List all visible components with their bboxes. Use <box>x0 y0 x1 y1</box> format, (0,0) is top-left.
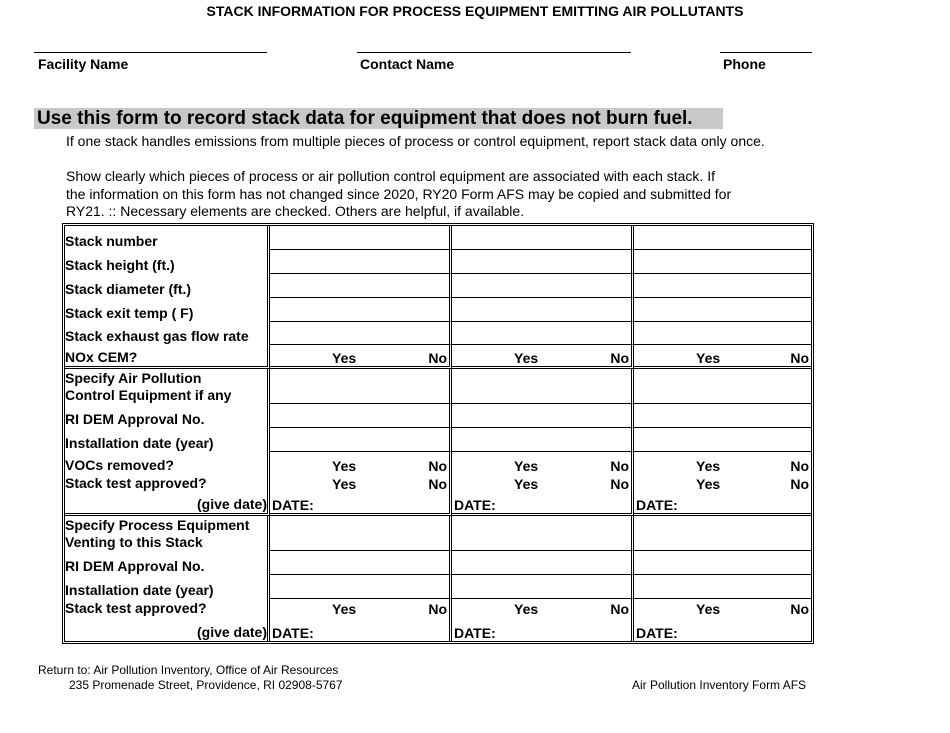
stack-diameter-cell-1[interactable] <box>270 274 452 298</box>
row-label-ri-dem-approval-2: RI DEM Approval No. <box>65 551 270 575</box>
give-date-2-cell-2[interactable] <box>452 617 634 641</box>
row-label-installation-date-2: Installation date (year) <box>65 575 270 599</box>
date-label: DATE: <box>454 497 496 513</box>
table-row <box>65 369 811 404</box>
no-option[interactable]: No <box>790 350 809 366</box>
apc-label-line-1: Specify Air Pollution <box>65 370 202 386</box>
stack-test-2-cell-2 <box>452 599 634 617</box>
table-row <box>65 617 811 641</box>
ri-dem-2-cell-3[interactable] <box>634 551 811 575</box>
apc-cell-1[interactable] <box>270 369 452 404</box>
no-option[interactable]: No <box>790 458 809 474</box>
yes-option[interactable]: Yes <box>332 476 357 492</box>
table-row <box>65 452 811 474</box>
stack-number-cell-1[interactable] <box>270 226 452 250</box>
stack-height-cell-2[interactable] <box>452 250 634 274</box>
row-label-apc-equipment <box>65 369 270 404</box>
no-option[interactable]: No <box>610 601 629 617</box>
table-row <box>65 492 811 516</box>
give-date-2-cell-3[interactable] <box>634 617 811 641</box>
yes-option[interactable]: Yes <box>332 350 357 366</box>
note-single-stack: If one stack handles emissions from multiple pieces of process or control equipment, report stack data only once. <box>66 133 765 149</box>
stack-diameter-cell-3[interactable] <box>634 274 811 298</box>
stack-flow-cell-2[interactable] <box>452 322 634 345</box>
table-row <box>65 322 811 345</box>
row-label-process-equipment <box>65 516 270 551</box>
row-label-stack-number: Stack number <box>65 226 270 250</box>
vocs-cell-2 <box>452 452 634 474</box>
yes-option[interactable]: Yes <box>514 601 539 617</box>
nox-cem-cell-2 <box>452 345 634 369</box>
vocs-cell-1 <box>270 452 452 474</box>
nox-cem-cell-3 <box>634 345 811 369</box>
give-date-1-cell-1[interactable] <box>270 492 452 516</box>
install-1-cell-1[interactable] <box>270 428 452 452</box>
date-label: DATE: <box>636 625 678 641</box>
table-row <box>65 599 811 617</box>
phone-label: Phone <box>723 56 766 72</box>
yes-option[interactable]: Yes <box>696 458 721 474</box>
no-option[interactable]: No <box>428 601 447 617</box>
process-cell-2[interactable] <box>452 516 634 551</box>
ri-dem-1-cell-1[interactable] <box>270 404 452 428</box>
yes-option[interactable]: Yes <box>332 601 357 617</box>
give-date-1-cell-2[interactable] <box>452 492 634 516</box>
stack-data-table <box>62 223 814 644</box>
row-label-nox-cem: NOx CEM? <box>65 345 270 369</box>
table-row <box>65 551 811 575</box>
facility-name-line[interactable] <box>34 52 267 53</box>
no-option[interactable]: No <box>610 458 629 474</box>
stack-exit-temp-cell-1[interactable] <box>270 298 452 322</box>
yes-option[interactable]: Yes <box>514 458 539 474</box>
install-2-cell-2[interactable] <box>452 575 634 599</box>
table-row <box>65 345 811 369</box>
yes-option[interactable]: Yes <box>696 350 721 366</box>
install-2-cell-3[interactable] <box>634 575 811 599</box>
vocs-cell-3 <box>634 452 811 474</box>
no-option[interactable]: No <box>428 476 447 492</box>
row-label-give-date-2: (give date) <box>65 617 270 641</box>
row-label-vocs-removed: VOCs removed? <box>65 452 270 474</box>
apc-label-line-2: Control Equipment if any <box>65 387 232 403</box>
stack-test-1-cell-3 <box>634 474 811 492</box>
stack-test-2-cell-1 <box>270 599 452 617</box>
return-address: 235 Promenade Street, Providence, RI 02908-5767 <box>69 678 343 692</box>
row-label-stack-diameter: Stack diameter (ft.) <box>65 274 270 298</box>
contact-name-label: Contact Name <box>360 56 455 72</box>
stack-height-cell-3[interactable] <box>634 250 811 274</box>
form-title: STACK INFORMATION FOR PROCESS EQUIPMENT EMITTING AIR POLLUTANTS <box>206 3 744 19</box>
apc-cell-3[interactable] <box>634 369 811 404</box>
contact-name-line[interactable] <box>357 52 631 53</box>
ri-dem-1-cell-3[interactable] <box>634 404 811 428</box>
no-option[interactable]: No <box>610 350 629 366</box>
row-label-stack-test-1: Stack test approved? <box>65 474 270 492</box>
date-label: DATE: <box>272 497 314 513</box>
stack-test-1-cell-2 <box>452 474 634 492</box>
table-row <box>65 298 811 322</box>
table-row <box>65 575 811 599</box>
stack-flow-cell-1[interactable] <box>270 322 452 345</box>
stack-exit-temp-cell-3[interactable] <box>634 298 811 322</box>
install-1-cell-2[interactable] <box>452 428 634 452</box>
stack-exit-temp-cell-2[interactable] <box>452 298 634 322</box>
nox-cem-cell-1 <box>270 345 452 369</box>
no-option[interactable]: No <box>790 476 809 492</box>
yes-option[interactable]: Yes <box>332 458 357 474</box>
stack-test-1-cell-1 <box>270 474 452 492</box>
no-option[interactable]: No <box>790 601 809 617</box>
ri-dem-2-cell-1[interactable] <box>270 551 452 575</box>
note-line-4: RY21. :: Necessary elements are checked. Others are helpful, if available. <box>66 203 525 219</box>
yes-option[interactable]: Yes <box>514 476 539 492</box>
facility-name-label: Facility Name <box>38 56 129 72</box>
row-label-stack-height: Stack height (ft.) <box>65 250 270 274</box>
apc-cell-2[interactable] <box>452 369 634 404</box>
yes-option[interactable]: Yes <box>514 350 539 366</box>
process-label-line-2: Venting to this Stack <box>65 534 203 550</box>
yes-option[interactable]: Yes <box>696 476 721 492</box>
table-row <box>65 428 811 452</box>
no-option[interactable]: No <box>428 458 447 474</box>
ri-dem-1-cell-2[interactable] <box>452 404 634 428</box>
row-label-stack-test-2: Stack test approved? <box>65 599 270 617</box>
phone-line[interactable] <box>720 52 812 53</box>
process-label-line-1: Specify Process Equipment <box>65 517 250 533</box>
stack-test-2-cell-3 <box>634 599 811 617</box>
form-name: Air Pollution Inventory Form AFS <box>632 678 807 692</box>
process-cell-3[interactable] <box>634 516 811 551</box>
table-row <box>65 474 811 492</box>
date-label: DATE: <box>272 625 314 641</box>
give-date-1-cell-3[interactable] <box>634 492 811 516</box>
yes-option[interactable]: Yes <box>696 601 721 617</box>
install-1-cell-3[interactable] <box>634 428 811 452</box>
table-row <box>65 404 811 428</box>
no-option[interactable]: No <box>428 350 447 366</box>
ri-dem-2-cell-2[interactable] <box>452 551 634 575</box>
table-row <box>65 250 811 274</box>
row-label-installation-date-1: Installation date (year) <box>65 428 270 452</box>
row-label-ri-dem-approval-1: RI DEM Approval No. <box>65 404 270 428</box>
date-label: DATE: <box>454 625 496 641</box>
instruction-banner: Use this form to record stack data for equipment that does not burn fuel. <box>34 108 723 129</box>
table-row <box>65 274 811 298</box>
stack-diameter-cell-2[interactable] <box>452 274 634 298</box>
row-label-give-date-1: (give date) <box>65 492 270 516</box>
install-2-cell-1[interactable] <box>270 575 452 599</box>
row-label-stack-exit-temp: Stack exit temp ( F) <box>65 298 270 322</box>
process-cell-1[interactable] <box>270 516 452 551</box>
return-to-label: Return to: Air Pollution Inventory, Office of Air Resources <box>38 663 339 677</box>
date-label: DATE: <box>636 497 678 513</box>
no-option[interactable]: No <box>610 476 629 492</box>
table-row <box>65 516 811 551</box>
row-label-stack-flow: Stack exhaust gas flow rate <box>65 322 270 345</box>
stack-height-cell-1[interactable] <box>270 250 452 274</box>
stack-number-cell-3[interactable] <box>634 226 811 250</box>
give-date-2-cell-1[interactable] <box>270 617 452 641</box>
note-line-2: Show clearly which pieces of process or air pollution control equipment are associated with each stack. If <box>66 168 715 184</box>
stack-flow-cell-3[interactable] <box>634 322 811 345</box>
stack-number-cell-2[interactable] <box>452 226 634 250</box>
table-row <box>65 226 811 250</box>
note-line-3: the information on this form has not changed since 2020, RY20 Form AFS may be copied and submitted for <box>66 186 732 202</box>
